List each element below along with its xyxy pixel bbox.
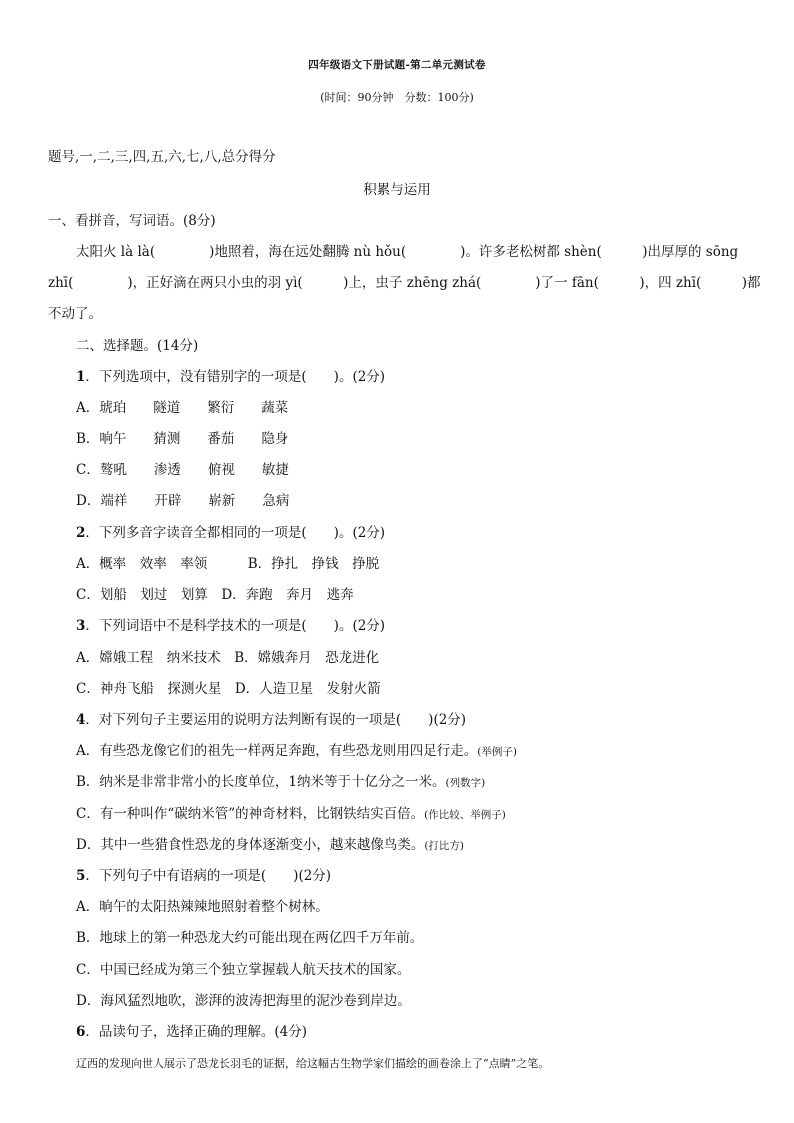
option-note: (举例子) [477, 746, 517, 758]
question-text: ．下列句子中有语病的一项是( )(2分) [85, 868, 332, 884]
question-text: ．下列多音字读音全都相同的一项是( )。(2分) [85, 525, 386, 541]
question-stem [76, 711, 466, 729]
option-line [76, 742, 517, 761]
question-text: ．下列选项中，没有错别字的一项是( )。(2分) [85, 369, 386, 385]
option-line: A．琥珀 隧道 繁衍 蔬菜 [76, 400, 289, 416]
question-stem [76, 867, 331, 885]
option-line: B．地球上的第一种恐龙大约可能出现在两亿四千万年前。 [76, 930, 424, 946]
option-note: (打比方) [424, 840, 465, 852]
q1-line-2: zhī( )，正好滴在两只小虫的羽 yì( )上，虫子 zhēng zhá( )了一 fān( )，四 zhī( )都 [48, 275, 761, 291]
question-number: 2 [76, 525, 86, 541]
q1-heading: 一、看拼音，写词语。(8分) [48, 213, 216, 229]
question-stem [76, 368, 385, 386]
option-line: C．骜吼 渗透 俯视 敏捷 [76, 462, 289, 478]
option-note: (作比较、举例子) [424, 809, 506, 821]
question-number: 5 [76, 868, 86, 884]
question-text: ．下列词语中不是科学技术的一项是( )。(2分) [85, 618, 386, 634]
paper-title: 四年级语文下册试题-第二单元测试卷 [308, 59, 486, 71]
question-stem [76, 1023, 307, 1041]
q2-heading: 二、选择题。(14分) [76, 338, 199, 354]
question-number: 3 [76, 618, 86, 634]
option-line: B．响午 猜测 番茄 隐身 [76, 431, 289, 447]
question-number: 6 [76, 1024, 86, 1040]
option-line: A．概率 效率 率领 B．挣扎 挣钱 挣脱 [76, 556, 380, 572]
option-line: C．神舟飞船 探测火星 D．人造卫星 发射火箭 [76, 681, 381, 697]
option-line: C．中国已经成为第三个独立掌握载人航天技术的国家。 [76, 962, 411, 978]
option-line [76, 805, 506, 824]
option-text: A．有些恐龙像它们的祖先一样两足奔跑，有些恐龙则用四足行走。 [76, 743, 478, 759]
question-number: 1 [76, 369, 86, 385]
question-number: 4 [76, 712, 86, 728]
option-line: C．划船 划过 划算 D．奔跑 奔月 逃奔 [76, 587, 354, 603]
q1-line-3: 不动了。 [48, 306, 102, 322]
question-text: ．品读句子，选择正确的理解。(4分) [85, 1024, 308, 1040]
option-line: A．晌午的太阳热辣辣地照射着整个树林。 [76, 899, 329, 915]
option-line: D．端祥 开辟 崭新 急病 [76, 493, 290, 509]
option-text: B．纳米是非常非常小的长度单位，1纳米等于十亿分之一米。 [76, 774, 446, 790]
option-text: D．其中一些猎食性恐龙的身体逐渐变小，越来越像鸟类。 [76, 837, 425, 853]
option-line [76, 773, 485, 792]
section-heading: 积累与运用 [363, 182, 431, 198]
question-text: ．对下列句子主要运用的说明方法判断有误的一项是( )(2分) [85, 712, 467, 728]
quoted-sentence: 辽西的发现向世人展示了恐龙长羽毛的证据，给这幅古生物学家们描绘的画卷涂上了“点睛”之笔。 [76, 1057, 550, 1070]
q1-line-1: 太阳火 là là( )地照着，海在远处翻腾 nù hǒu( )。许多老松树都 shèn( )出厚厚的 sōng [76, 244, 739, 260]
paper-subtitle: (时间：90分钟 分数：100分) [320, 91, 474, 104]
option-text: C．有一种叫作“碳纳米管”的神奇材料，比钢铁结实百倍。 [76, 806, 425, 822]
question-stem [76, 524, 385, 542]
score-row: 题号,一,二,三,四,五,六,七,八,总分得分 [48, 149, 276, 165]
option-line [76, 836, 464, 855]
option-note: (列数字) [445, 777, 486, 789]
option-line: D．海风猛烈地吹，澎湃的波涛把海里的泥沙卷到岸边。 [76, 993, 411, 1009]
option-line: A．嫦娥工程 纳米技术 B．嫦娥奔月 恐龙进化 [76, 650, 380, 666]
question-stem [76, 617, 385, 635]
